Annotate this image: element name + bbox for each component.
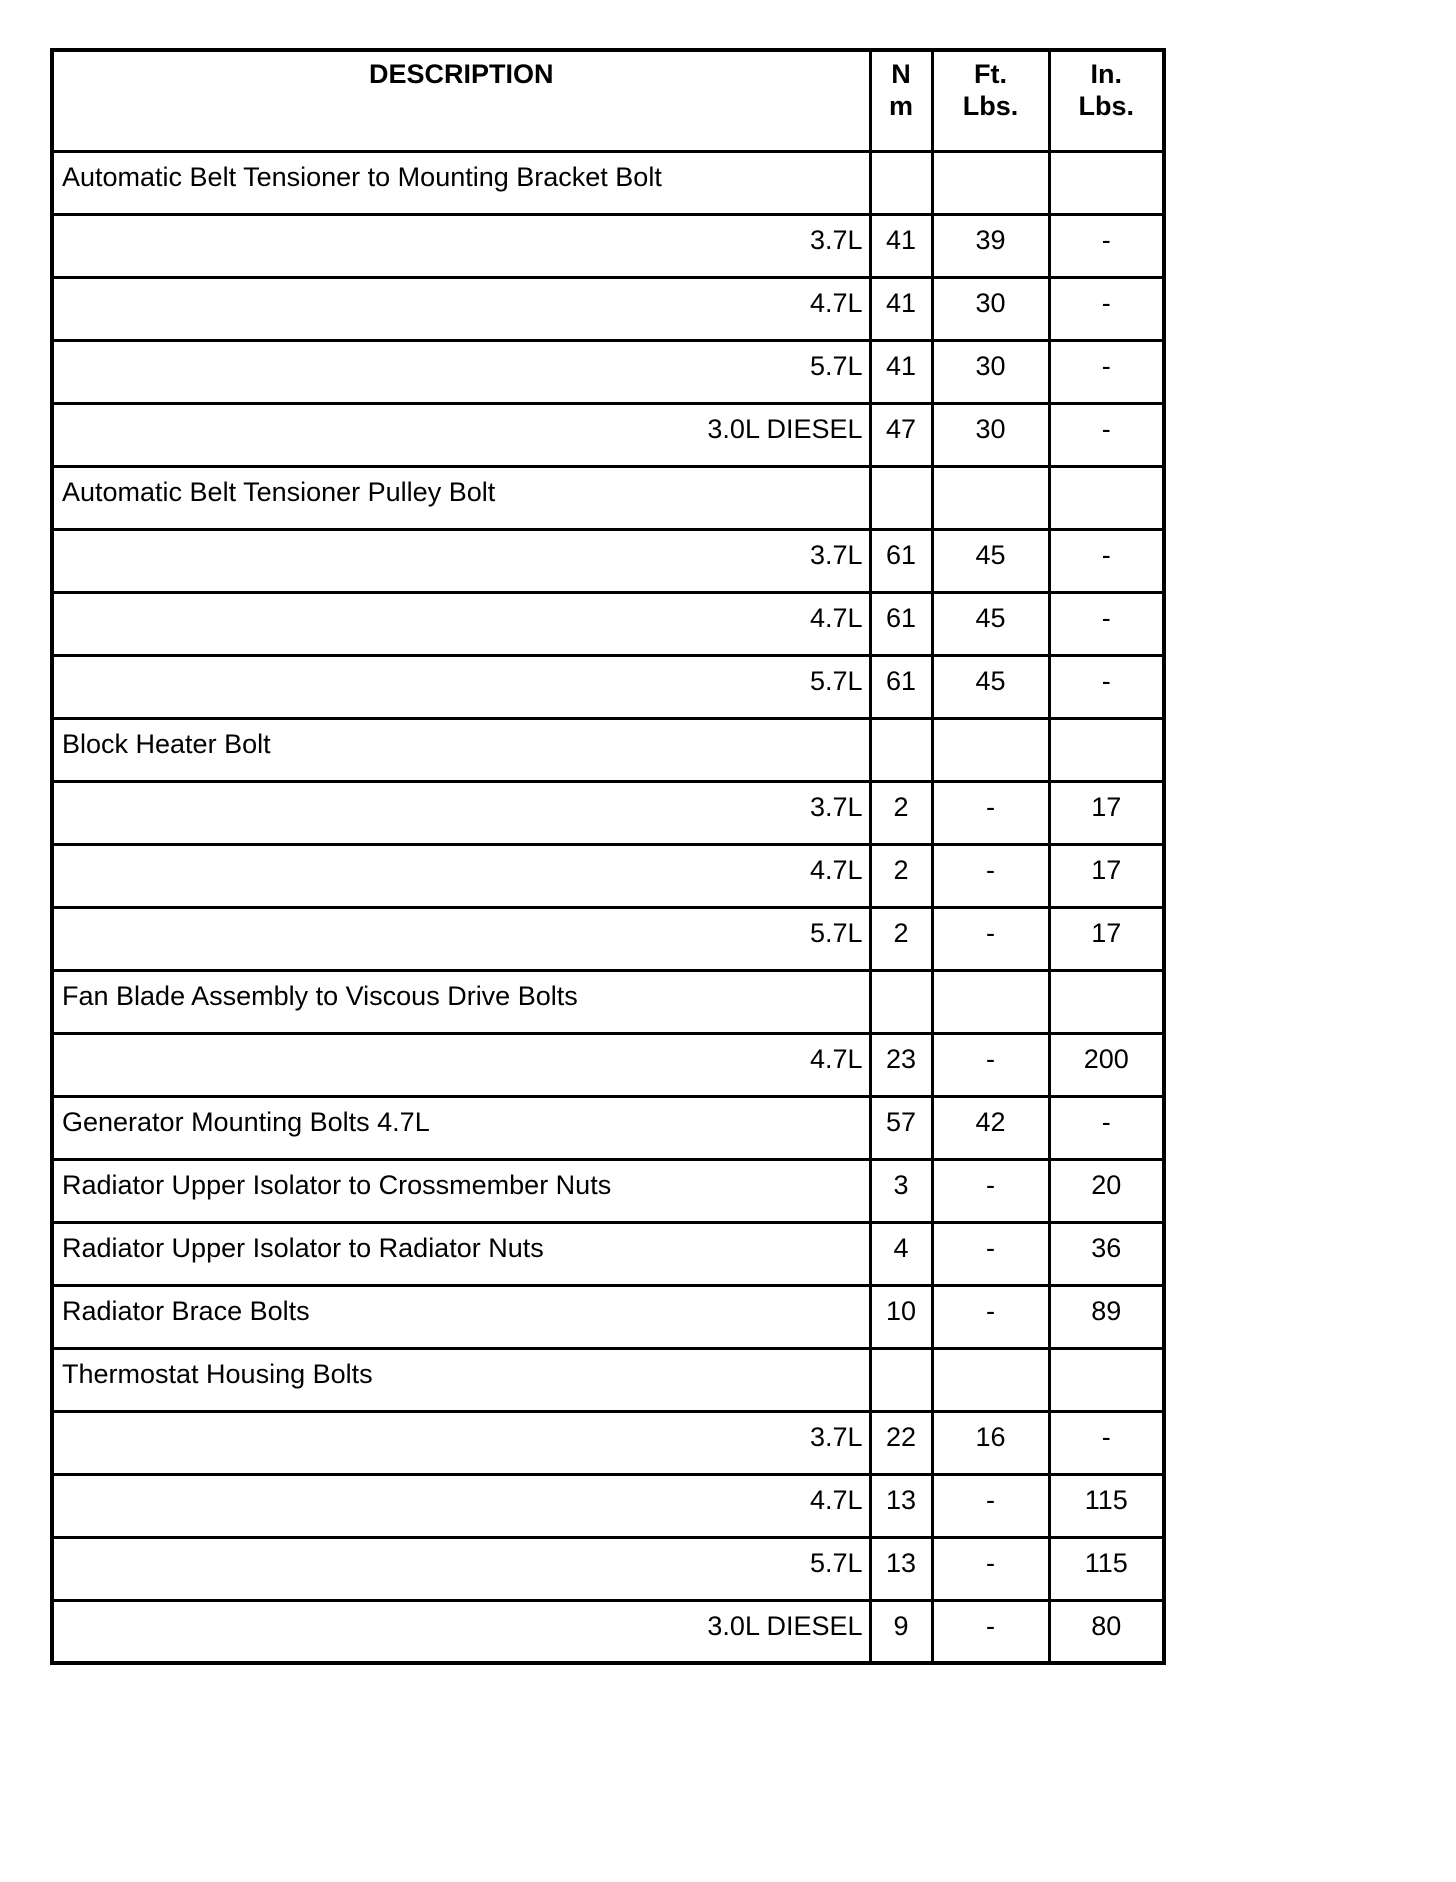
ft-lbs-cell: 45: [932, 592, 1049, 655]
in-lbs-cell: 17: [1049, 907, 1164, 970]
in-lbs-cell: -: [1049, 340, 1164, 403]
header-ft-line1: Ft.: [974, 59, 1007, 89]
nm-cell: [870, 718, 932, 781]
ft-lbs-cell: 30: [932, 403, 1049, 466]
in-lbs-cell: 17: [1049, 844, 1164, 907]
nm-cell: 4: [870, 1222, 932, 1285]
description-cell: 5.7L: [52, 340, 870, 403]
description-cell: Radiator Upper Isolator to Radiator Nuts: [52, 1222, 870, 1285]
ft-lbs-cell: -: [932, 1033, 1049, 1096]
ft-lbs-cell: -: [932, 907, 1049, 970]
nm-cell: 13: [870, 1474, 932, 1537]
ft-lbs-cell: -: [932, 781, 1049, 844]
description-cell: 3.7L: [52, 214, 870, 277]
table-row: [52, 1348, 1164, 1411]
description-cell: 5.7L: [52, 1537, 870, 1600]
description-cell: 4.7L: [52, 277, 870, 340]
ft-lbs-cell: 16: [932, 1411, 1049, 1474]
table-row: [52, 1285, 1164, 1348]
description-cell: 3.7L: [52, 1411, 870, 1474]
table-row: [52, 592, 1164, 655]
description-cell: 3.7L: [52, 781, 870, 844]
header-nm-line2: m: [888, 91, 913, 121]
nm-cell: [870, 466, 932, 529]
description-cell: 4.7L: [52, 844, 870, 907]
description-cell: Radiator Brace Bolts: [52, 1285, 870, 1348]
table-row: [52, 655, 1164, 718]
nm-cell: 41: [870, 277, 932, 340]
ft-lbs-cell: -: [932, 1600, 1049, 1663]
header-in-line2: Lbs.: [1078, 91, 1134, 121]
nm-cell: [870, 1348, 932, 1411]
table-row: [52, 340, 1164, 403]
in-lbs-cell: -: [1049, 1096, 1164, 1159]
header-row: [52, 50, 1164, 151]
table-row: [52, 1537, 1164, 1600]
table-row: [52, 844, 1164, 907]
header-nm-line1: N: [891, 59, 911, 89]
description-cell: 3.0L DIESEL: [52, 403, 870, 466]
table-row: [52, 907, 1164, 970]
header-ft-line2: Lbs.: [962, 91, 1019, 121]
table-row: [52, 151, 1164, 214]
in-lbs-cell: 80: [1049, 1600, 1164, 1663]
ft-lbs-cell: 45: [932, 655, 1049, 718]
in-lbs-cell: -: [1049, 1411, 1164, 1474]
nm-cell: 23: [870, 1033, 932, 1096]
table-row: [52, 1033, 1164, 1096]
table-body: [52, 151, 1164, 1663]
ft-lbs-cell: 30: [932, 277, 1049, 340]
nm-cell: 10: [870, 1285, 932, 1348]
nm-cell: 2: [870, 844, 932, 907]
in-lbs-cell: 200: [1049, 1033, 1164, 1096]
ft-lbs-cell: -: [932, 1222, 1049, 1285]
description-cell: Generator Mounting Bolts 4.7L: [52, 1096, 870, 1159]
table-row: [52, 529, 1164, 592]
nm-cell: 61: [870, 592, 932, 655]
header-ft-lbs: [932, 50, 1049, 151]
in-lbs-cell: -: [1049, 403, 1164, 466]
in-lbs-cell: -: [1049, 529, 1164, 592]
table-header: [52, 50, 1164, 151]
description-cell: Thermostat Housing Bolts: [52, 1348, 870, 1411]
nm-cell: 22: [870, 1411, 932, 1474]
table-row: [52, 1222, 1164, 1285]
table-row: [52, 1600, 1164, 1663]
in-lbs-cell: 36: [1049, 1222, 1164, 1285]
nm-cell: 2: [870, 907, 932, 970]
ft-lbs-cell: 39: [932, 214, 1049, 277]
ft-lbs-cell: [932, 466, 1049, 529]
in-lbs-cell: 20: [1049, 1159, 1164, 1222]
nm-cell: 9: [870, 1600, 932, 1663]
ft-lbs-cell: [932, 1348, 1049, 1411]
description-cell: Block Heater Bolt: [52, 718, 870, 781]
description-cell: 3.7L: [52, 529, 870, 592]
table-row: [52, 466, 1164, 529]
nm-cell: 3: [870, 1159, 932, 1222]
nm-cell: 47: [870, 403, 932, 466]
nm-cell: [870, 151, 932, 214]
in-lbs-cell: 115: [1049, 1537, 1164, 1600]
table-row: [52, 1474, 1164, 1537]
ft-lbs-cell: -: [932, 1285, 1049, 1348]
ft-lbs-cell: 45: [932, 529, 1049, 592]
description-cell: 4.7L: [52, 1474, 870, 1537]
table-row: [52, 1159, 1164, 1222]
nm-cell: 13: [870, 1537, 932, 1600]
ft-lbs-cell: -: [932, 844, 1049, 907]
in-lbs-cell: [1049, 151, 1164, 214]
nm-cell: 41: [870, 214, 932, 277]
table-row: [52, 1096, 1164, 1159]
torque-spec-table: [50, 48, 1166, 1665]
nm-cell: 61: [870, 655, 932, 718]
table-row: [52, 1411, 1164, 1474]
description-cell: Fan Blade Assembly to Viscous Drive Bolts: [52, 970, 870, 1033]
nm-cell: 2: [870, 781, 932, 844]
nm-cell: 61: [870, 529, 932, 592]
in-lbs-cell: [1049, 1348, 1164, 1411]
nm-cell: 57: [870, 1096, 932, 1159]
nm-cell: [870, 970, 932, 1033]
header-in-line1: In.: [1090, 59, 1122, 89]
nm-cell: 41: [870, 340, 932, 403]
table-row: [52, 718, 1164, 781]
in-lbs-cell: [1049, 970, 1164, 1033]
description-cell: 5.7L: [52, 655, 870, 718]
ft-lbs-cell: 30: [932, 340, 1049, 403]
ft-lbs-cell: -: [932, 1474, 1049, 1537]
in-lbs-cell: -: [1049, 655, 1164, 718]
in-lbs-cell: -: [1049, 592, 1164, 655]
header-description: DESCRIPTION: [52, 50, 870, 151]
in-lbs-cell: -: [1049, 277, 1164, 340]
ft-lbs-cell: 42: [932, 1096, 1049, 1159]
in-lbs-cell: 17: [1049, 781, 1164, 844]
ft-lbs-cell: -: [932, 1537, 1049, 1600]
in-lbs-cell: 89: [1049, 1285, 1164, 1348]
table-row: [52, 970, 1164, 1033]
ft-lbs-cell: [932, 718, 1049, 781]
ft-lbs-cell: -: [932, 1159, 1049, 1222]
table-row: [52, 214, 1164, 277]
description-cell: 3.0L DIESEL: [52, 1600, 870, 1663]
ft-lbs-cell: [932, 970, 1049, 1033]
header-in-lbs: [1049, 50, 1164, 151]
description-cell: 5.7L: [52, 907, 870, 970]
in-lbs-cell: [1049, 466, 1164, 529]
description-cell: Automatic Belt Tensioner Pulley Bolt: [52, 466, 870, 529]
description-cell: 4.7L: [52, 592, 870, 655]
description-cell: 4.7L: [52, 1033, 870, 1096]
table-row: [52, 403, 1164, 466]
description-cell: Automatic Belt Tensioner to Mounting Bracket Bolt: [52, 151, 870, 214]
table-row: [52, 781, 1164, 844]
in-lbs-cell: -: [1049, 214, 1164, 277]
in-lbs-cell: 115: [1049, 1474, 1164, 1537]
description-cell: Radiator Upper Isolator to Crossmember Nuts: [52, 1159, 870, 1222]
in-lbs-cell: [1049, 718, 1164, 781]
ft-lbs-cell: [932, 151, 1049, 214]
table-row: [52, 277, 1164, 340]
header-nm: [870, 50, 932, 151]
